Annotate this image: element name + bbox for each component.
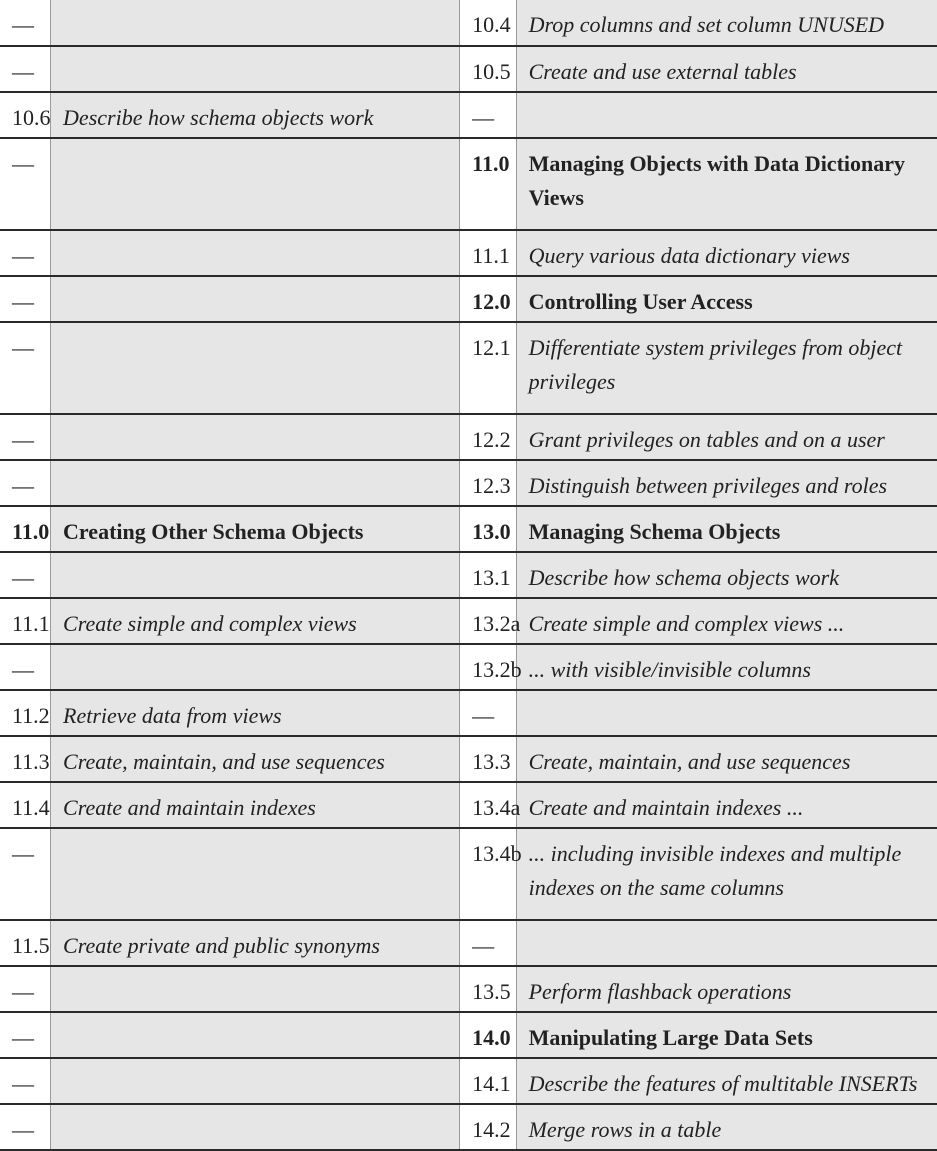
table-row (0, 644, 937, 690)
table-row (0, 414, 937, 460)
table-row (0, 46, 937, 92)
new-objective-title: Managing Schema Objects (516, 506, 937, 552)
table-row (0, 966, 937, 1012)
new-objective-title: Differentiate system privileges from object privileges (516, 322, 937, 414)
new-objective-number: 12.1 (460, 322, 516, 414)
old-objective-number: 11.2 (0, 690, 51, 736)
old-objective-title: Create simple and complex views (51, 598, 460, 644)
old-objective-title: Create, maintain, and use sequences (51, 736, 460, 782)
old-objective-title: Creating Other Schema Objects (51, 506, 460, 552)
table-row (0, 276, 937, 322)
old-objective-title (51, 460, 460, 506)
old-objective-title (51, 0, 460, 46)
new-objective-title: Create simple and complex views ... (516, 598, 937, 644)
old-objective-number: 11.3 (0, 736, 51, 782)
new-objective-number: 12.2 (460, 414, 516, 460)
table-row (0, 460, 937, 506)
old-objective-title (51, 230, 460, 276)
old-objective-number: 10.6 (0, 92, 51, 138)
new-objective-number: 13.1 (460, 552, 516, 598)
table-row (0, 230, 937, 276)
old-objective-title (51, 138, 460, 230)
table-row (0, 138, 937, 230)
table-row (0, 598, 937, 644)
new-objective-title (516, 690, 937, 736)
old-objective-number: — (0, 322, 51, 414)
old-objective-title (51, 1104, 460, 1150)
table-row (0, 0, 937, 46)
new-objective-title (516, 920, 937, 966)
new-objective-number: 12.0 (460, 276, 516, 322)
table-row (0, 1012, 937, 1058)
table-row (0, 322, 937, 414)
old-objective-title (51, 966, 460, 1012)
new-objective-title: Create and maintain indexes ... (516, 782, 937, 828)
table-row (0, 92, 937, 138)
old-objective-title (51, 644, 460, 690)
old-objective-number: — (0, 1058, 51, 1104)
new-objective-title: Grant privileges on tables and on a user (516, 414, 937, 460)
table-row (0, 1104, 937, 1150)
old-objective-number: — (0, 644, 51, 690)
new-objective-number: 14.2 (460, 1104, 516, 1150)
table-row (0, 782, 937, 828)
new-objective-number: — (460, 92, 516, 138)
old-objective-number: 11.4 (0, 782, 51, 828)
new-objective-number: 13.3 (460, 736, 516, 782)
new-objective-number: 10.5 (460, 46, 516, 92)
new-objective-title: Drop columns and set column UNUSED (516, 0, 937, 46)
new-objective-title: Perform flashback operations (516, 966, 937, 1012)
new-objective-title: Distinguish between privileges and roles (516, 460, 937, 506)
old-objective-number: — (0, 0, 51, 46)
old-objective-number: — (0, 966, 51, 1012)
new-objective-number: — (460, 920, 516, 966)
old-objective-title: Create and maintain indexes (51, 782, 460, 828)
table-row (0, 552, 937, 598)
new-objective-number: 11.1 (460, 230, 516, 276)
new-objective-title: Manipulating Large Data Sets (516, 1012, 937, 1058)
old-objective-number: — (0, 1104, 51, 1150)
old-objective-title: Retrieve data from views (51, 690, 460, 736)
new-objective-number: 13.5 (460, 966, 516, 1012)
table-row (0, 1058, 937, 1104)
new-objective-number: 13.2b (460, 644, 516, 690)
new-objective-number: 13.4a (460, 782, 516, 828)
old-objective-number: — (0, 414, 51, 460)
new-objective-number: 11.0 (460, 138, 516, 230)
new-objective-number: 13.4b (460, 828, 516, 920)
new-objective-title: Query various data dictionary views (516, 230, 937, 276)
table-row (0, 506, 937, 552)
old-objective-title (51, 552, 460, 598)
old-objective-number: — (0, 230, 51, 276)
new-objective-number: 13.2a (460, 598, 516, 644)
old-objective-title (51, 1012, 460, 1058)
table-row (0, 920, 937, 966)
old-objective-title (51, 1058, 460, 1104)
new-objective-title (516, 92, 937, 138)
old-objective-title (51, 414, 460, 460)
old-objective-number: 11.0 (0, 506, 51, 552)
table-row (0, 736, 937, 782)
old-objective-number: — (0, 552, 51, 598)
table-row (0, 690, 937, 736)
old-objective-number: 11.1 (0, 598, 51, 644)
new-objective-title: Controlling User Access (516, 276, 937, 322)
old-objective-title (51, 276, 460, 322)
old-objective-number: — (0, 276, 51, 322)
new-objective-title: Merge rows in a table (516, 1104, 937, 1150)
new-objective-title: Describe how schema objects work (516, 552, 937, 598)
table-row (0, 828, 937, 920)
old-objective-number: — (0, 138, 51, 230)
old-objective-number: — (0, 1012, 51, 1058)
old-objective-title (51, 828, 460, 920)
new-objective-number: — (460, 690, 516, 736)
old-objective-number: — (0, 828, 51, 920)
new-objective-number: 13.0 (460, 506, 516, 552)
new-objective-title: Managing Objects with Data Dictionary Views (516, 138, 937, 230)
old-objective-title (51, 46, 460, 92)
new-objective-title: ... including invisible indexes and multiple indexes on the same columns (516, 828, 937, 920)
old-objective-number: — (0, 460, 51, 506)
old-objective-title (51, 322, 460, 414)
new-objective-title: Describe the features of multitable INSERTs (516, 1058, 937, 1104)
new-objective-number: 10.4 (460, 0, 516, 46)
new-objective-title: Create and use external tables (516, 46, 937, 92)
new-objective-number: 14.0 (460, 1012, 516, 1058)
new-objective-title: ... with visible/invisible columns (516, 644, 937, 690)
new-objective-title: Create, maintain, and use sequences (516, 736, 937, 782)
new-objective-number: 14.1 (460, 1058, 516, 1104)
old-objective-title: Describe how schema objects work (51, 92, 460, 138)
old-objective-number: 11.5 (0, 920, 51, 966)
old-objective-number: — (0, 46, 51, 92)
new-objective-number: 12.3 (460, 460, 516, 506)
old-objective-title: Create private and public synonyms (51, 920, 460, 966)
